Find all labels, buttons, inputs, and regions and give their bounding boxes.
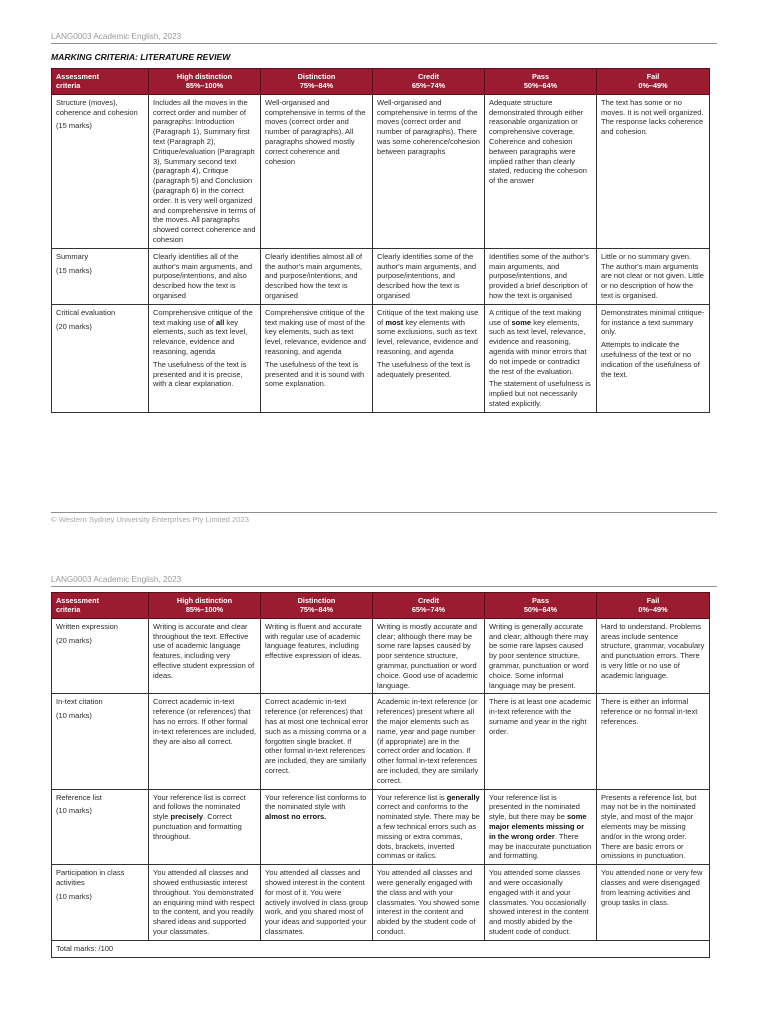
descriptor-text — [153, 622, 256, 681]
descriptor-text — [489, 868, 592, 937]
descriptor-part: Presents a reference list, but may not be in the nominated style, and most of the major elements may be missing and/or in the wrong order. There are basic errors or omissions in punctuation. — [601, 792, 697, 861]
header-line1: Pass — [531, 72, 550, 81]
emphasis: precisely — [170, 812, 204, 822]
descriptor-text — [377, 868, 480, 937]
descriptor-cell — [597, 248, 710, 304]
header-rule — [51, 586, 717, 587]
header-line2: criteria — [56, 81, 81, 91]
descriptor-cell — [597, 94, 710, 248]
descriptor-text — [265, 98, 368, 167]
grade-header — [373, 593, 485, 619]
criterion-row — [52, 304, 710, 412]
criterion-row — [52, 618, 710, 694]
descriptor-cell — [373, 618, 485, 694]
descriptor-cell — [149, 304, 261, 412]
header-line1: Fail — [646, 596, 660, 605]
descriptor-text — [265, 622, 368, 661]
descriptor-cell — [149, 865, 261, 941]
descriptor-part: key elements, such as text level, relevance, evidence and reasoning, agenda — [153, 317, 248, 356]
descriptor-part: Your reference list conforms to the nominated style with — [265, 792, 367, 812]
descriptor-cell — [485, 789, 597, 865]
descriptor-part: You attended all classes and showed interest in the content for most of it. You were actively involved in class group work, and you shared most of your ideas and supported your classmates. — [265, 868, 368, 936]
descriptor-cell — [597, 694, 710, 789]
descriptor-part: Your reference list is presented in the nominated style, but there may be — [489, 792, 580, 822]
descriptor-cell — [373, 865, 485, 941]
descriptor-cell — [261, 94, 373, 248]
descriptor-part: Hard to understand. Problems areas include sentence structure, grammar, vocabulary and punctuation errors. There is very little or no use of academic language. — [601, 621, 705, 680]
emphasis: generally — [446, 792, 480, 802]
descriptor-cell — [373, 694, 485, 789]
descriptor-text — [265, 868, 368, 937]
descriptor-cell — [261, 248, 373, 304]
descriptor-part: correct and conforms to the nominated style. There may be a few technical errors such as missing or extra commas, dots, brackets, inverted commas or italics. — [377, 802, 480, 861]
header-line1: Distinction — [297, 72, 336, 81]
descriptor-part: Your reference list is — [377, 792, 447, 802]
criteria-header — [52, 69, 149, 95]
descriptor-part: Identifies some of the author's main arguments, and purpose/intentions, and provided a brief description of how the text is organised — [489, 251, 589, 300]
header-row — [52, 69, 710, 95]
descriptor-part: Writing is generally accurate and clear; although there may be some rare lapses caused by poor sentence structure, grammar, punctuation or word choice. Some informal language may be present. — [489, 621, 589, 690]
criterion-cell — [52, 94, 149, 248]
descriptor-text — [489, 252, 592, 301]
descriptor-cell — [485, 94, 597, 248]
emphasis: most — [385, 317, 404, 327]
descriptor-cell — [261, 865, 373, 941]
descriptor-cell — [261, 304, 373, 412]
descriptor-text — [489, 697, 592, 736]
criterion-marks: (10 marks) — [56, 891, 92, 901]
criterion-name: Structure (moves), coherence and cohesion — [56, 97, 138, 117]
descriptor-text — [601, 868, 705, 907]
grade-header — [597, 69, 710, 95]
descriptor-part: Correct academic in-text reference (or references) that has no errors. If other formal in-text references are included, they are also all correct. — [153, 697, 256, 746]
descriptor-usefulness: The statement of usefulness is implied but not necessarily stated explicitly. — [489, 379, 591, 408]
descriptor-cell — [485, 618, 597, 694]
criterion-marks: (10 marks) — [56, 711, 92, 721]
descriptor-cell — [597, 789, 710, 865]
descriptor-part: Writing is accurate and clear throughout the text. Effective use of academic language features, including very effective student expression of ideas. — [153, 621, 255, 680]
criterion-name: Summary — [56, 251, 89, 261]
rubric-table-1 — [51, 68, 710, 413]
descriptor-part: The text has some or no moves. It is not well organized. The response lacks coherence and cohesion. — [601, 97, 704, 137]
emphasis: some major elements missing or in the wrong order — [489, 812, 587, 841]
descriptor-part: You attended all classes and showed enthusiastic interest throughout. You demonstrated an enquiring mind with respect to the content, and you readily shared ideas and supported your classmates. — [153, 868, 255, 936]
grade-header — [597, 593, 710, 619]
descriptor-text — [153, 868, 256, 937]
descriptor-part: Academic in-text reference (or references) present where all the major elements such as name, year and page number (if appropriate) are in the correct order and location. If other formal in-text references are included, they are similarly correct. — [377, 697, 479, 785]
descriptor-part: Clearly identifies almost all of the author's main arguments, and purpose/intentions, and described how the text is organised — [265, 251, 363, 300]
descriptor-text — [601, 308, 705, 337]
descriptor-text — [489, 622, 592, 691]
descriptor-text — [265, 252, 368, 301]
header-line1: High distinction — [176, 72, 233, 81]
header-line1: Distinction — [297, 596, 336, 605]
descriptor-cell — [261, 618, 373, 694]
descriptor-part: Correct academic in-text reference (or references) that has at most one technical error such as a missing comma or a forgotten single bracket. If other formal in-text references are included, they are similarly correct. — [265, 697, 368, 775]
criterion-name: Participation in class activities — [56, 868, 125, 887]
course-header: LANG0003 Academic English, 2023 — [51, 575, 182, 584]
header-line2: 85%–100% — [185, 81, 224, 91]
descriptor-text — [377, 793, 480, 862]
descriptor-part: . Correct punctuation and formatting throughout. — [153, 812, 242, 841]
descriptor-cell — [149, 248, 261, 304]
descriptor-cell — [373, 94, 485, 248]
descriptor-cell — [149, 94, 261, 248]
descriptor-part: Well-organised and comprehensive in terms of the moves (correct order and number of paragraphs). All paragraphs showed mostly correct coherence and cohesion — [265, 97, 366, 166]
descriptor-text — [601, 252, 705, 301]
descriptor-part: Comprehensive critique of the text making use of most of the key elements, such as text level, relevance, evidence and reasoning, and agenda — [265, 307, 366, 356]
descriptor-text — [153, 308, 256, 357]
descriptor-text — [377, 252, 480, 301]
emphasis: almost no errors. — [265, 812, 327, 822]
descriptor-text — [265, 793, 368, 822]
header-line1: Pass — [531, 596, 550, 605]
descriptor-text — [153, 793, 256, 842]
descriptor-text — [489, 308, 592, 377]
descriptor-part: . There may be inaccurate punctuation and formatting. — [489, 831, 592, 861]
descriptor-part: key elements, such as text level, relevance, evidence and reasoning, agenda with minor errors that do not impede or contradict the rest of the evaluation. — [489, 317, 587, 376]
grade-header — [149, 69, 261, 95]
header-line2: 50%–64% — [523, 605, 558, 615]
grade-header — [261, 593, 373, 619]
header-line2: 50%–64% — [523, 81, 558, 91]
descriptor-part: Clearly identifies some of the author's main arguments, and purpose/intentions, and described how the text is organised — [377, 251, 476, 300]
criterion-marks: (15 marks) — [56, 121, 92, 131]
header-line2: 85%–100% — [185, 605, 224, 615]
descriptor-part: There is either an informal reference or no formal in-text references. — [601, 697, 698, 726]
descriptor-usefulness: The usefulness of the text is adequately presented. — [377, 359, 471, 379]
descriptor-text — [601, 793, 705, 862]
criterion-cell — [52, 618, 149, 694]
header-line2: 0%–49% — [638, 81, 668, 91]
descriptor-cell — [373, 248, 485, 304]
descriptor-cell — [149, 694, 261, 789]
descriptor-text — [153, 697, 256, 746]
criterion-name: Critical evaluation — [56, 307, 116, 317]
descriptor-part: Writing is fluent and accurate with regular use of academic language features, including effective expression of ideas. — [265, 621, 362, 661]
descriptor-text — [377, 622, 480, 691]
header-line2: criteria — [56, 605, 81, 615]
descriptor-cell — [261, 694, 373, 789]
grade-header — [373, 69, 485, 95]
descriptor-cell — [597, 304, 710, 412]
header-line1: Credit — [417, 596, 440, 605]
descriptor-text — [153, 98, 256, 245]
document-title: MARKING CRITERIA: LITERATURE REVIEW — [51, 52, 231, 62]
descriptor-usefulness: Attempts to indicate the usefulness of the text or no indication of the usefulness of the text. — [601, 340, 700, 379]
criterion-cell — [52, 865, 149, 941]
descriptor-text — [265, 308, 368, 357]
criterion-name: In-text citation — [56, 697, 103, 707]
descriptor-part: Well-organised and comprehensive in terms of the moves (correct order and number of paragraphs). There was some coherence/cohesion between paragraphs — [377, 97, 480, 156]
descriptor-part: Writing is mostly accurate and clear; although there may be some rare lapses caused by poor sentence structure, grammar, punctuation or word choice. Good use of academic language. — [377, 621, 478, 690]
criterion-row — [52, 789, 710, 865]
descriptor-cell — [485, 248, 597, 304]
criterion-marks: (20 marks) — [56, 635, 92, 645]
criterion-cell — [52, 248, 149, 304]
descriptor-usefulness: The usefulness of the text is presented and it is sound with some explanation. — [265, 359, 365, 389]
grade-header — [149, 593, 261, 619]
descriptor-cell — [149, 618, 261, 694]
criterion-row — [52, 94, 710, 248]
header-line2: 75%–84% — [299, 605, 334, 615]
header-line1: Fail — [646, 72, 660, 81]
descriptor-part: You attended all classes and were generally engaged with the class and with your classmates. You showed some interest in the content and abided by the student code of conduct. — [377, 868, 480, 936]
descriptor-usefulness: The usefulness of the text is presented and it is precise, with a clear explanation. — [153, 359, 247, 389]
descriptor-cell — [149, 789, 261, 865]
descriptor-text — [489, 793, 592, 862]
descriptor-part: A critique of the text making use of — [489, 307, 582, 327]
grade-header — [485, 69, 597, 95]
header-line2: 65%–74% — [411, 81, 446, 91]
descriptor-cell — [597, 618, 710, 694]
descriptor-text — [489, 98, 592, 186]
descriptor-cell — [373, 789, 485, 865]
header-line1: Credit — [417, 72, 440, 81]
descriptor-cell — [261, 789, 373, 865]
emphasis: all — [215, 317, 225, 327]
page-1 — [51, 0, 717, 540]
footer-rule — [51, 512, 717, 513]
rubric-table-2 — [51, 592, 710, 958]
header-line2: 65%–74% — [411, 605, 446, 615]
grade-header — [261, 69, 373, 95]
criterion-name: Written expression — [56, 621, 118, 631]
header-rule — [51, 43, 717, 44]
total-marks: Total marks: /100 — [52, 940, 710, 957]
header-row — [52, 593, 710, 619]
total-row — [52, 940, 710, 957]
descriptor-part: Your reference list is correct and follows the nominated style — [153, 792, 246, 822]
copyright-footer: © Western Sydney University Enterprises Pty Limited 2023 — [51, 515, 249, 524]
course-header: LANG0003 Academic English, 2023 — [51, 32, 182, 41]
grade-header — [485, 593, 597, 619]
descriptor-text — [153, 252, 256, 301]
descriptor-part: Includes all the moves in the correct order and number of paragraphs: Introduction (Paragraph 1), Summary first text (Paragraph 2), Critique/evaluation (Paragraph 3), Summary second text (paragraph 4), Critique (paragraph 5) and Conclusion (paragraph 6) in the correct order. It is very well organized and comprehensive in terms of the moves. All paragraphs showed correct coherence and cohesion — [153, 97, 256, 244]
descriptor-cell — [373, 304, 485, 412]
descriptor-part: You attended some classes and were occasionally engaged with it and your classmates. You occasionally showed interest in the content and mostly abided by the student code of conduct. — [489, 868, 589, 936]
descriptor-cell — [485, 304, 597, 412]
header-line2: 0%–49% — [638, 605, 668, 615]
descriptor-cell — [485, 694, 597, 789]
criterion-row — [52, 248, 710, 304]
criterion-row — [52, 694, 710, 789]
descriptor-part: Adequate structure demonstrated through either reasonable organization or comprehensive coverage. Coherence and cohesion between paragraphs were implied rather than clearly stated, reducing the cohesion of the answer — [489, 97, 587, 186]
descriptor-part: Little or no summary given. The author's main arguments are not clear or not given. Little or no description of how the text is organised. — [601, 251, 704, 300]
descriptor-part: You attended none or very few classes and were disengaged from learning activities and group tasks in class. — [601, 868, 703, 907]
criterion-cell — [52, 304, 149, 412]
descriptor-cell — [485, 865, 597, 941]
descriptor-part: key elements with some exclusions, such as text level, relevance, evidence and reasoning, and agenda — [377, 317, 478, 356]
header-line1: Assessment — [56, 596, 99, 605]
descriptor-part: Clearly identifies all of the author's main arguments, and purpose/intentions, and also described how the text is organised — [153, 251, 252, 300]
descriptor-part: Critique of the text making use of — [377, 307, 479, 327]
descriptor-text — [377, 98, 480, 157]
criterion-cell — [52, 694, 149, 789]
criterion-marks: (20 marks) — [56, 321, 92, 331]
header-line2: 75%–84% — [299, 81, 334, 91]
criterion-row — [52, 865, 710, 941]
descriptor-part: Comprehensive critique of the text making use of — [153, 307, 253, 327]
criteria-header — [52, 593, 149, 619]
descriptor-text — [377, 308, 480, 357]
descriptor-part: Demonstrates minimal critique-for instance a text summary only. — [601, 307, 705, 337]
descriptor-text — [265, 697, 368, 775]
descriptor-part: There is at least one academic in-text reference with the surname and year in the right order. — [489, 697, 592, 736]
descriptor-text — [601, 697, 705, 726]
criterion-marks: (15 marks) — [56, 265, 92, 275]
header-line1: Assessment — [56, 72, 99, 81]
descriptor-text — [377, 697, 480, 785]
header-line1: High distinction — [176, 596, 233, 605]
emphasis: some — [511, 317, 532, 327]
criterion-cell — [52, 789, 149, 865]
criterion-marks: (10 marks) — [56, 806, 92, 816]
criterion-name: Reference list — [56, 792, 102, 802]
descriptor-cell — [597, 865, 710, 941]
descriptor-text — [601, 98, 705, 137]
page-2 — [51, 540, 717, 1024]
descriptor-text — [601, 622, 705, 681]
